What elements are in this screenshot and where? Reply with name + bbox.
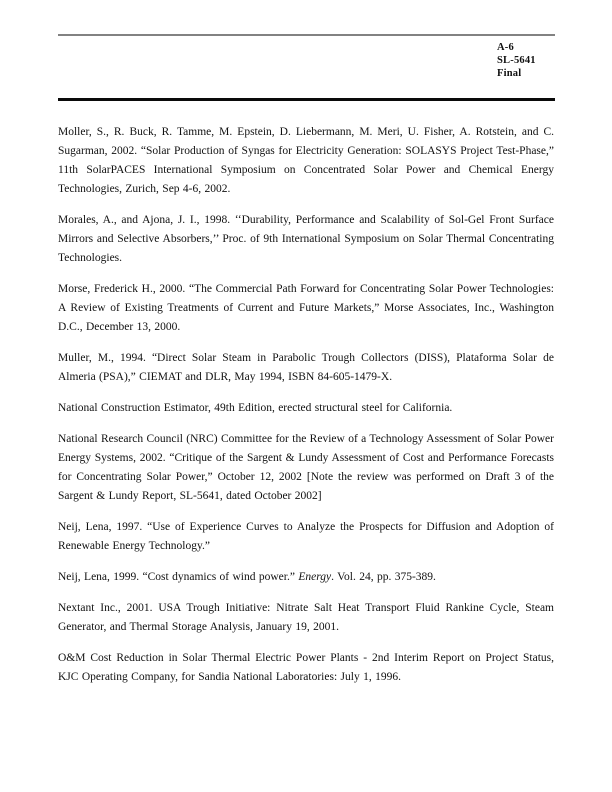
reference-paragraph xyxy=(58,399,554,418)
reference-text-run: O&M Cost Reduction in Solar Thermal Electric Power Plants - 2nd Interim Report on Project Status, KJC Operating Company, for Sandia National Laboratories: July 1, 1996. xyxy=(58,652,554,683)
header-page-number: A-6 xyxy=(497,42,514,53)
reference-text-run: Neij, Lena, 1997. “Use of Experience Curves to Analyze the Prospects for Diffusion and Adoption of Renewable Energy Technology.” xyxy=(58,521,554,552)
reference-text-run: Morales, A., and Ajona, J. I., 1998. ‘‘Durability, Performance and Scalability of Sol-Gel Front Surface Mirrors and Selective Absorbers,’’ Proc. of 9th International Symposium on Solar Thermal Concentrating Technologies. xyxy=(58,214,554,264)
reference-text-run: Muller, M., 1994. “Direct Solar Steam in Parabolic Trough Collectors (DISS), Plataforma Solar de Almeria (PSA),” CIEMAT and DLR, May 1994, ISBN 84-605-1479-X. xyxy=(58,352,554,383)
header-document-number: SL-5641 xyxy=(497,55,536,66)
reference-paragraph xyxy=(58,649,554,687)
reference-text-run: National Research Council (NRC) Committee for the Review of a Technology Assessment of Solar Power Energy Systems, 2002. “Critique of the Sargent & Lundy Assessment of Cost and Performance Forecasts for Concentrating Solar Power,” October 12, 2002 [Note the review was performed on Draft 3 of the Sargent & Lundy Report, SL-5641, dated October 2002] xyxy=(58,433,554,502)
reference-paragraph xyxy=(58,599,554,637)
reference-paragraph xyxy=(58,211,554,268)
reference-paragraph xyxy=(58,123,554,199)
reference-text-run: Moller, S., R. Buck, R. Tamme, M. Epstein, D. Liebermann, M. Meri, U. Fisher, A. Rotstein, and C. Sugarman, 2002. “Solar Production of Syngas for Electricity Generation: SOLASYS Project Test-Phase,” 11th SolarPACES International Symposium on Concentrated Solar Power and Chemical Energy Technologies, Zurich, Sep 4-6, 2002. xyxy=(58,126,554,195)
page-header xyxy=(497,41,536,80)
reference-text-run: Nextant Inc., 2001. USA Trough Initiative: Nitrate Salt Heat Transport Fluid Rankine Cycle, Steam Generator, and Thermal Storage Analysis, January 19, 2001. xyxy=(58,602,554,633)
reference-text-run: Energy xyxy=(298,571,332,583)
reference-paragraph xyxy=(58,518,554,556)
reference-paragraph xyxy=(58,568,554,587)
reference-text-run: Morse, Frederick H., 2000. “The Commercial Path Forward for Concentrating Solar Power Technologies: A Review of Existing Treatments of Current and Future Markets,” Morse Associates, Inc., Washington D.C., December 13, 2000. xyxy=(58,283,554,333)
header-bottom-rule xyxy=(58,98,555,101)
reference-text-run: . Vol. 24, pp. 375-389. xyxy=(331,571,436,583)
header-top-rule xyxy=(58,34,555,36)
reference-paragraph xyxy=(58,430,554,506)
references-list xyxy=(58,123,554,699)
reference-text-run: Neij, Lena, 1999. “Cost dynamics of wind power.” xyxy=(58,571,299,583)
reference-text-run: National Construction Estimator, 49th Edition, erected structural steel for California. xyxy=(58,402,453,414)
reference-paragraph xyxy=(58,280,554,337)
reference-paragraph xyxy=(58,349,554,387)
header-version-label: Final xyxy=(497,68,522,79)
